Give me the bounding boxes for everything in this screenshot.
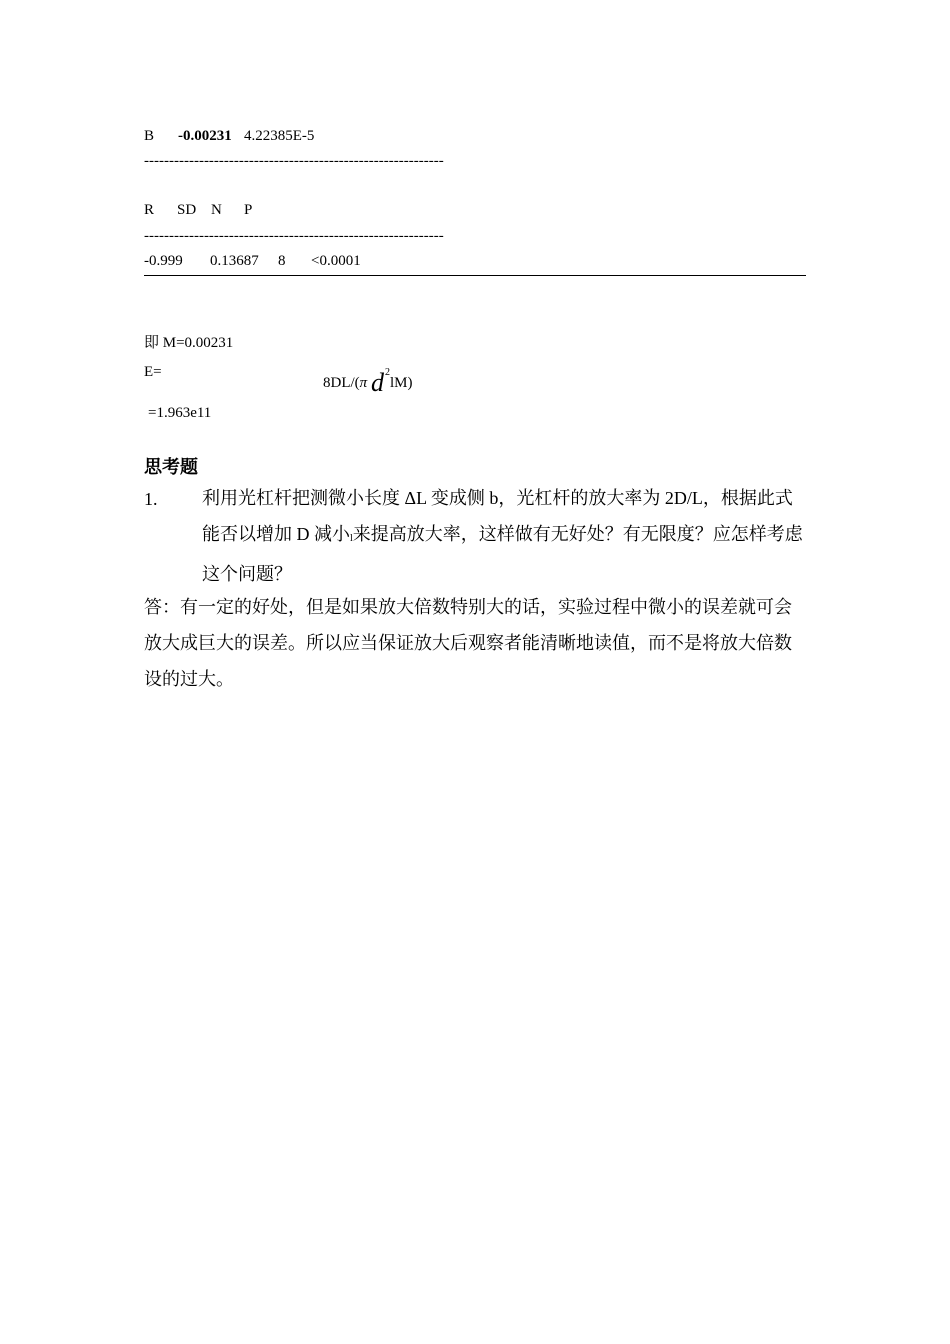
answer-paragraph: 答：有一定的好处，但是如果放大倍数特别大的话，实验过程中微小的误差就可会放大成巨大的误差。所以应当保证放大后观察者能清晰地读值，而不是将放大倍数设的过大。 [144,597,792,689]
formula-exponent: 2 [384,367,390,378]
m-value-line: 即 M=0.00231 [144,335,234,351]
question-1-number: 1. [144,489,158,509]
row-b-value: -0.00231 [178,128,232,144]
question-1-text-part1: 利用光杠杆把测微小长度 ΔL 变成侧 b，光杠杆的放大率为 2D/L，根据此式能否以增加 D 减小 [202,488,793,544]
e-label: E= [144,364,162,380]
row-b-label: B [144,128,155,144]
stats-header-sd: SD [177,202,197,218]
table-bottom-rule [144,275,806,276]
formula-d: d [370,368,384,397]
formula-suffix: lM) [389,375,413,391]
stats-value-sd: 0.13687 [210,253,259,269]
question-1-text-part2: 来提高放大率，这样做有无好处？有无限度？应怎样考虑这个问题？ [202,524,803,584]
stats-header-n: N [211,202,222,218]
stats-header-r: R [144,202,155,218]
e-formula [323,364,413,397]
row-b-error: 4.22385E-5 [244,128,315,144]
e-value: =1.963e11 [148,405,212,421]
question-1-small-l: l [350,533,353,544]
question-1-text [202,480,808,592]
stats-value-p: <0.0001 [311,253,361,269]
stats-value-n: 8 [278,253,286,269]
separator-1: ------------------------------------------------------------ [144,153,444,169]
questions-heading: 思考题 [144,457,198,477]
separator-2: ------------------------------------------------------------ [144,228,444,244]
stats-header-p: P [244,202,253,218]
formula-prefix: 8DL/( [323,375,360,391]
stats-value-r: -0.999 [144,253,183,269]
formula-pi: π [359,375,368,391]
